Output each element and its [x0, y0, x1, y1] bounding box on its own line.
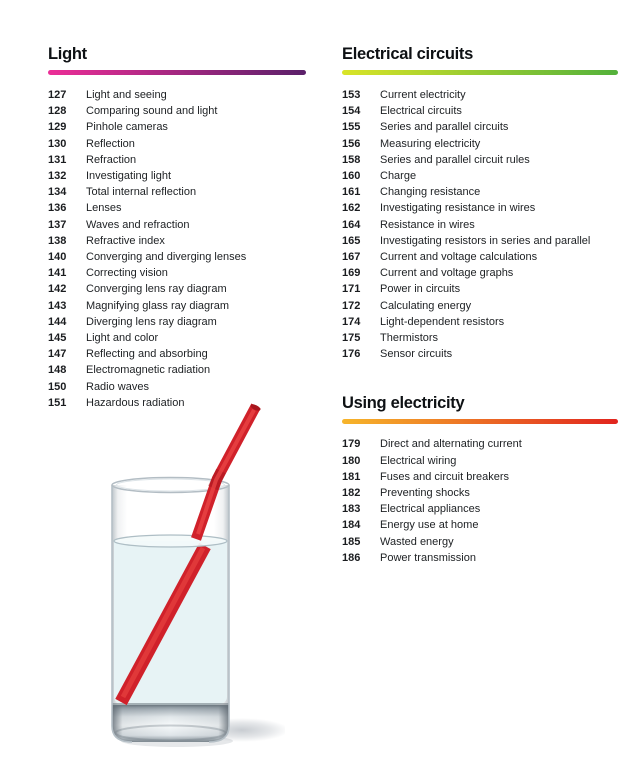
glass-base-edge-shading	[112, 705, 229, 742]
toc-entry-title: Measuring electricity	[380, 137, 481, 150]
toc-entry-page-number: 151	[48, 396, 67, 409]
toc-entry-page-number: 155	[342, 121, 361, 134]
toc-entry	[342, 119, 618, 135]
toc-entry	[342, 281, 618, 297]
toc-entry-page-number: 145	[48, 332, 67, 345]
toc-entry-title: Current and voltage graphs	[380, 267, 514, 280]
toc-entry	[48, 346, 306, 362]
toc-entry-title: Charge	[380, 170, 417, 183]
toc-entry	[342, 485, 618, 501]
toc-entry-page-number: 150	[48, 380, 67, 393]
toc-entry-title: Light-dependent resistors	[380, 315, 505, 328]
toc-entry	[342, 265, 618, 281]
section-light	[48, 46, 306, 411]
toc-entry	[48, 152, 306, 168]
toc-entry-page-number: 174	[342, 315, 361, 328]
toc-entry	[342, 233, 618, 249]
toc-entry-page-number: 167	[342, 251, 361, 264]
toc-entry-title: Reflecting and absorbing	[86, 348, 208, 361]
toc-entry-page-number: 144	[48, 315, 67, 328]
toc-entry-title: Direct and alternating current	[380, 438, 522, 451]
section-title-light: Light	[48, 45, 87, 63]
section-rule-light	[48, 70, 306, 75]
toc-entry	[342, 298, 618, 314]
toc-entry-title: Electromagnetic radiation	[86, 364, 211, 377]
toc-entry	[342, 184, 618, 200]
toc-entry-page-number: 186	[342, 551, 361, 564]
toc-entry	[48, 379, 306, 395]
toc-entry-title: Lenses	[86, 202, 122, 215]
toc-entry	[48, 184, 306, 200]
toc-entry-page-number: 130	[48, 137, 67, 150]
toc-entry-title: Magnifying glass ray diagram	[86, 299, 230, 312]
toc-entry-page-number: 161	[342, 186, 361, 199]
toc-entry-title: Preventing shocks	[380, 487, 470, 500]
section-entries-light	[48, 87, 306, 411]
toc-entry-page-number: 182	[342, 487, 361, 500]
toc-entry-page-number: 127	[48, 89, 67, 101]
toc-entry-title: Fuses and circuit breakers	[380, 470, 509, 483]
toc-entry-title: Converging lens ray diagram	[86, 283, 227, 296]
toc-entry-page-number: 153	[342, 89, 361, 101]
toc-entry	[342, 200, 618, 216]
toc-entry-title: Pinhole cameras	[86, 121, 168, 134]
toc-entry	[342, 469, 618, 485]
toc-entry-page-number: 169	[342, 267, 361, 280]
toc-entry-page-number: 131	[48, 153, 67, 166]
section-entries-electrical-circuits	[342, 87, 618, 362]
toc-entry-title: Comparing sound and light	[86, 105, 218, 118]
toc-entry	[48, 103, 306, 119]
toc-entry	[342, 152, 618, 168]
toc-entry-title: Correcting vision	[86, 267, 168, 280]
toc-entry-title: Investigating resistors in series and parallel	[380, 234, 591, 247]
toc-entry-page-number: 138	[48, 234, 67, 247]
toc-entry	[48, 265, 306, 281]
toc-entry-page-number: 180	[342, 454, 361, 467]
toc-entry-title: Refraction	[86, 153, 137, 166]
glass-of-water-svg	[95, 396, 285, 766]
toc-entry-title: Refractive index	[86, 234, 165, 247]
toc-entry-page-number: 143	[48, 299, 67, 312]
toc-entry-title: Electrical appliances	[380, 503, 481, 516]
toc-entry-page-number: 165	[342, 234, 361, 247]
toc-entry	[342, 517, 618, 533]
toc-entry	[48, 281, 306, 297]
toc-entry	[342, 103, 618, 119]
toc-entry	[48, 200, 306, 216]
toc-entry-page-number: 134	[48, 186, 67, 199]
toc-entry	[48, 298, 306, 314]
toc-entry	[342, 453, 618, 469]
toc-entry-title: Series and parallel circuit rules	[380, 153, 530, 166]
toc-entry	[342, 501, 618, 517]
toc-entry-title: Light and seeing	[86, 89, 167, 101]
toc-entry	[48, 217, 306, 233]
toc-entry-page-number: 148	[48, 364, 67, 377]
toc-entry-page-number: 162	[342, 202, 361, 215]
toc-entry-title: Series and parallel circuits	[380, 121, 509, 134]
section-electrical-circuits	[342, 46, 618, 362]
toc-entry-page-number: 137	[48, 218, 67, 231]
toc-entry-title: Waves and refraction	[86, 218, 190, 231]
toc-entry-title: Thermistors	[380, 332, 439, 345]
glass-of-water-photo	[95, 396, 285, 766]
toc-entry-page-number: 140	[48, 251, 67, 264]
toc-entry-page-number: 154	[342, 105, 361, 118]
section-entries-using-electricity	[342, 436, 618, 566]
toc-entry-title: Radio waves	[86, 380, 149, 393]
toc-entry	[48, 362, 306, 378]
toc-entry-page-number: 179	[342, 438, 361, 451]
toc-entry-title: Resistance in wires	[380, 218, 475, 231]
toc-column-left	[48, 46, 306, 411]
toc-entry-title: Investigating light	[86, 170, 171, 183]
toc-column-right	[342, 46, 618, 566]
toc-entry-title: Electrical circuits	[380, 105, 462, 118]
toc-entry-page-number: 181	[342, 470, 361, 483]
toc-entry-page-number: 136	[48, 202, 67, 215]
toc-entry	[48, 249, 306, 265]
toc-entry-page-number: 141	[48, 267, 67, 280]
toc-entry	[342, 314, 618, 330]
toc-entry	[342, 346, 618, 362]
toc-entry-title: Calculating energy	[380, 299, 472, 312]
toc-entry-page-number: 142	[48, 283, 67, 296]
toc-entry	[48, 233, 306, 249]
toc-entry-title: Current and voltage calculations	[380, 251, 538, 264]
toc-entry-page-number: 184	[342, 519, 361, 532]
toc-entry-page-number: 132	[48, 170, 67, 183]
toc-entry	[48, 314, 306, 330]
toc-entry-page-number: 158	[342, 153, 361, 166]
toc-entry-title: Energy use at home	[380, 519, 479, 532]
section-using-electricity	[342, 395, 618, 566]
toc-entry	[342, 534, 618, 550]
toc-entry	[342, 550, 618, 566]
toc-entry-title: Hazardous radiation	[86, 396, 185, 409]
toc-entry-page-number: 156	[342, 137, 361, 150]
toc-entry-title: Changing resistance	[380, 186, 481, 199]
water-surface	[114, 535, 227, 547]
toc-entry	[342, 168, 618, 184]
toc-entry	[342, 217, 618, 233]
toc-entry-page-number: 183	[342, 503, 361, 516]
toc-entry	[342, 436, 618, 452]
toc-entry	[48, 87, 306, 103]
toc-entry-page-number: 128	[48, 105, 67, 118]
toc-entry	[48, 119, 306, 135]
toc-entry-page-number: 172	[342, 299, 361, 312]
section-rule-using-electricity	[342, 419, 618, 424]
toc-entry-page-number: 147	[48, 348, 67, 361]
toc-entry-title: Current electricity	[380, 89, 466, 101]
toc-entry	[48, 136, 306, 152]
toc-entry-page-number: 175	[342, 332, 361, 345]
toc-entry-title: Investigating resistance in wires	[380, 202, 536, 215]
toc-entry	[48, 330, 306, 346]
toc-entry-title: Sensor circuits	[380, 348, 453, 361]
toc-entry-title: Electrical wiring	[380, 454, 457, 467]
toc-entry-page-number: 164	[342, 218, 361, 231]
toc-entry-title: Diverging lens ray diagram	[86, 315, 217, 328]
toc-entry-title: Wasted energy	[380, 535, 454, 548]
section-title-using-electricity: Using electricity	[342, 394, 465, 413]
toc-entry-page-number: 185	[342, 535, 361, 548]
toc-entry	[342, 330, 618, 346]
toc-entry-title: Reflection	[86, 137, 135, 150]
toc-entry-page-number: 129	[48, 121, 67, 134]
toc-entry-page-number: 171	[342, 283, 361, 296]
section-title-electrical-circuits: Electrical circuits	[342, 45, 473, 63]
toc-entry-title: Power transmission	[380, 551, 476, 564]
toc-entry	[342, 87, 618, 103]
toc-entry-title: Total internal reflection	[86, 186, 197, 199]
toc-entry	[48, 168, 306, 184]
section-rule-electrical-circuits	[342, 70, 618, 75]
glass-base-top-line	[112, 703, 229, 706]
toc-entry-title: Power in circuits	[380, 283, 461, 296]
toc-entry-title: Converging and diverging lenses	[86, 251, 247, 264]
toc-entry-page-number: 160	[342, 170, 361, 183]
toc-entry	[342, 249, 618, 265]
toc-entry	[342, 136, 618, 152]
toc-entry-page-number: 176	[342, 348, 361, 361]
toc-entry-title: Light and color	[86, 332, 159, 345]
